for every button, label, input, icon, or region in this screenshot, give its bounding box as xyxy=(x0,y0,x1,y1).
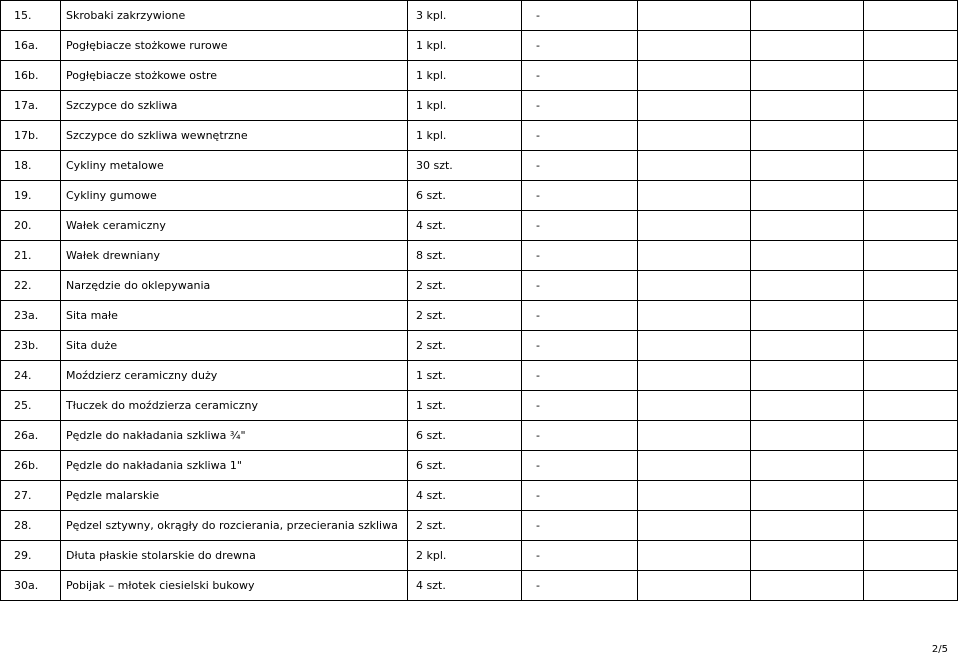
row-number: 30a. xyxy=(1,571,61,601)
table-row xyxy=(1,61,958,91)
table-row xyxy=(1,121,958,151)
row-number: 25. xyxy=(1,391,61,421)
empty-cell xyxy=(638,31,751,61)
empty-cell xyxy=(638,91,751,121)
item-name: Sita duże xyxy=(61,331,408,361)
item-status: - xyxy=(522,481,638,511)
table-row xyxy=(1,391,958,421)
item-name: Pogłębiacze stożkowe rurowe xyxy=(61,31,408,61)
row-number: 23b. xyxy=(1,331,61,361)
item-quantity: 6 szt. xyxy=(408,181,522,211)
item-name: Dłuta płaskie stolarskie do drewna xyxy=(61,541,408,571)
empty-cell xyxy=(751,331,864,361)
row-number: 27. xyxy=(1,481,61,511)
item-quantity: 1 szt. xyxy=(408,391,522,421)
empty-cell xyxy=(864,391,958,421)
empty-cell xyxy=(751,61,864,91)
item-quantity: 3 kpl. xyxy=(408,1,522,31)
item-quantity: 4 szt. xyxy=(408,211,522,241)
item-quantity: 6 szt. xyxy=(408,451,522,481)
row-number: 16b. xyxy=(1,61,61,91)
table-row xyxy=(1,271,958,301)
row-number: 19. xyxy=(1,181,61,211)
item-status: - xyxy=(522,271,638,301)
item-status: - xyxy=(522,151,638,181)
row-number: 22. xyxy=(1,271,61,301)
item-name: Szczypce do szkliwa wewnętrzne xyxy=(61,121,408,151)
item-quantity: 2 szt. xyxy=(408,301,522,331)
empty-cell xyxy=(638,481,751,511)
item-status: - xyxy=(522,301,638,331)
item-status: - xyxy=(522,571,638,601)
empty-cell xyxy=(638,301,751,331)
empty-cell xyxy=(751,31,864,61)
empty-cell xyxy=(864,421,958,451)
item-name: Wałek drewniany xyxy=(61,241,408,271)
empty-cell xyxy=(751,271,864,301)
page-number: 2/5 xyxy=(931,644,948,655)
table-row xyxy=(1,151,958,181)
empty-cell xyxy=(864,541,958,571)
table-row xyxy=(1,571,958,601)
item-name: Skrobaki zakrzywione xyxy=(61,1,408,31)
table-row xyxy=(1,31,958,61)
empty-cell xyxy=(751,361,864,391)
item-quantity: 1 kpl. xyxy=(408,91,522,121)
table-row xyxy=(1,241,958,271)
item-quantity: 8 szt. xyxy=(408,241,522,271)
item-status: - xyxy=(522,211,638,241)
empty-cell xyxy=(864,121,958,151)
empty-cell xyxy=(638,271,751,301)
empty-cell xyxy=(864,571,958,601)
empty-cell xyxy=(864,451,958,481)
item-status: - xyxy=(522,391,638,421)
empty-cell xyxy=(751,1,864,31)
item-status: - xyxy=(522,241,638,271)
empty-cell xyxy=(751,181,864,211)
item-quantity: 4 szt. xyxy=(408,481,522,511)
item-name: Pędzle do nakładania szkliwa 1" xyxy=(61,451,408,481)
empty-cell xyxy=(638,511,751,541)
item-name: Pędzel sztywny, okrągły do rozcierania, przecierania szkliwa xyxy=(61,511,408,541)
row-number: 29. xyxy=(1,541,61,571)
item-status: - xyxy=(522,511,638,541)
row-number: 17a. xyxy=(1,91,61,121)
empty-cell xyxy=(751,541,864,571)
row-number: 26a. xyxy=(1,421,61,451)
empty-cell xyxy=(864,211,958,241)
row-number: 24. xyxy=(1,361,61,391)
empty-cell xyxy=(864,31,958,61)
item-name: Pogłębiacze stożkowe ostre xyxy=(61,61,408,91)
row-number: 20. xyxy=(1,211,61,241)
empty-cell xyxy=(638,421,751,451)
table-row xyxy=(1,331,958,361)
empty-cell xyxy=(638,451,751,481)
item-quantity: 1 kpl. xyxy=(408,61,522,91)
item-quantity: 1 kpl. xyxy=(408,31,522,61)
item-name: Sita małe xyxy=(61,301,408,331)
empty-cell xyxy=(864,361,958,391)
table-row xyxy=(1,301,958,331)
table-row xyxy=(1,1,958,31)
empty-cell xyxy=(638,391,751,421)
table-row xyxy=(1,541,958,571)
empty-cell xyxy=(751,391,864,421)
item-status: - xyxy=(522,451,638,481)
row-number: 21. xyxy=(1,241,61,271)
table-row xyxy=(1,481,958,511)
empty-cell xyxy=(751,571,864,601)
item-quantity: 2 szt. xyxy=(408,331,522,361)
item-quantity: 2 szt. xyxy=(408,511,522,541)
empty-cell xyxy=(751,481,864,511)
item-status: - xyxy=(522,361,638,391)
empty-cell xyxy=(751,121,864,151)
item-quantity: 1 szt. xyxy=(408,361,522,391)
empty-cell xyxy=(751,511,864,541)
item-quantity: 4 szt. xyxy=(408,571,522,601)
item-name: Pobijak – młotek ciesielski bukowy xyxy=(61,571,408,601)
empty-cell xyxy=(864,1,958,31)
item-status: - xyxy=(522,61,638,91)
table-row xyxy=(1,211,958,241)
item-status: - xyxy=(522,421,638,451)
table-row xyxy=(1,421,958,451)
item-status: - xyxy=(522,31,638,61)
empty-cell xyxy=(638,211,751,241)
row-number: 28. xyxy=(1,511,61,541)
empty-cell xyxy=(638,121,751,151)
empty-cell xyxy=(638,241,751,271)
item-name: Cykliny metalowe xyxy=(61,151,408,181)
item-status: - xyxy=(522,331,638,361)
empty-cell xyxy=(751,241,864,271)
empty-cell xyxy=(864,61,958,91)
item-quantity: 6 szt. xyxy=(408,421,522,451)
item-quantity: 2 kpl. xyxy=(408,541,522,571)
empty-cell xyxy=(638,541,751,571)
item-quantity: 30 szt. xyxy=(408,151,522,181)
empty-cell xyxy=(864,91,958,121)
row-number: 18. xyxy=(1,151,61,181)
item-status: - xyxy=(522,121,638,151)
table-row xyxy=(1,451,958,481)
row-number: 15. xyxy=(1,1,61,31)
item-quantity: 1 kpl. xyxy=(408,121,522,151)
item-name: Moździerz ceramiczny duży xyxy=(61,361,408,391)
empty-cell xyxy=(751,211,864,241)
empty-cell xyxy=(751,151,864,181)
table-row xyxy=(1,511,958,541)
row-number: 26b. xyxy=(1,451,61,481)
item-status: - xyxy=(522,181,638,211)
empty-cell xyxy=(638,331,751,361)
item-name: Szczypce do szkliwa xyxy=(61,91,408,121)
item-name: Narzędzie do oklepywania xyxy=(61,271,408,301)
empty-cell xyxy=(864,271,958,301)
item-name: Wałek ceramiczny xyxy=(61,211,408,241)
empty-cell xyxy=(751,421,864,451)
empty-cell xyxy=(751,451,864,481)
empty-cell xyxy=(638,1,751,31)
table-row xyxy=(1,361,958,391)
item-status: - xyxy=(522,91,638,121)
item-status: - xyxy=(522,541,638,571)
empty-cell xyxy=(864,301,958,331)
item-name: Pędzle do nakładania szkliwa ¾" xyxy=(61,421,408,451)
row-number: 23a. xyxy=(1,301,61,331)
item-name: Cykliny gumowe xyxy=(61,181,408,211)
row-number: 16a. xyxy=(1,31,61,61)
item-name: Pędzle malarskie xyxy=(61,481,408,511)
empty-cell xyxy=(638,151,751,181)
empty-cell xyxy=(864,481,958,511)
empty-cell xyxy=(864,511,958,541)
empty-cell xyxy=(751,91,864,121)
item-name: Tłuczek do moździerza ceramiczny xyxy=(61,391,408,421)
empty-cell xyxy=(638,571,751,601)
item-quantity: 2 szt. xyxy=(408,271,522,301)
empty-cell xyxy=(864,331,958,361)
inventory-table-body xyxy=(1,1,958,601)
row-number: 17b. xyxy=(1,121,61,151)
empty-cell xyxy=(864,151,958,181)
empty-cell xyxy=(638,181,751,211)
empty-cell xyxy=(638,61,751,91)
table-row xyxy=(1,181,958,211)
empty-cell xyxy=(751,301,864,331)
empty-cell xyxy=(864,181,958,211)
item-status: - xyxy=(522,1,638,31)
empty-cell xyxy=(864,241,958,271)
table-row xyxy=(1,91,958,121)
empty-cell xyxy=(638,361,751,391)
